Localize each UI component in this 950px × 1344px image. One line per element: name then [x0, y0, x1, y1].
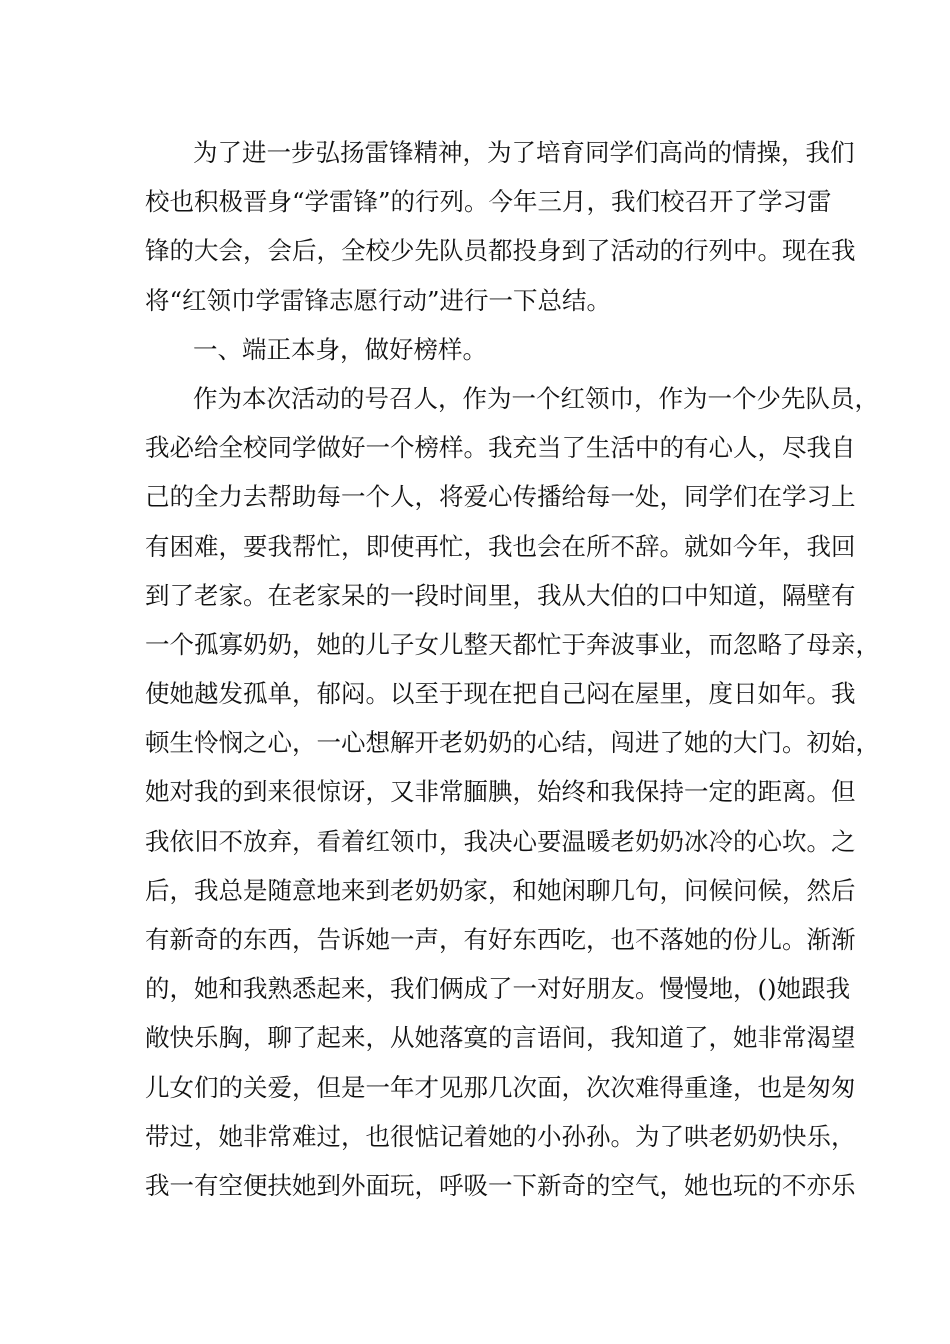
paragraph-line: 己的全力去帮助每一个人，将爱心传播给每一处，同学们在学习上 — [145, 482, 856, 512]
section-heading: 一、端正本身，做好榜样。 — [193, 334, 487, 364]
paragraph-line: 带过，她非常难过，也很惦记着她的小孙孙。为了哄老奶奶快乐， — [145, 1121, 856, 1151]
paragraph-line: 到了老家。在老家呆的一段时间里，我从大伯的口中知道，隔壁有 — [145, 580, 856, 610]
paragraph-line: 儿女们的关爱，但是一年才见那几次面，次次难得重逢，也是匆匆 — [145, 1072, 856, 1102]
paragraph-line: 有困难，要我帮忙，即使再忙，我也会在所不辞。就如今年，我回 — [145, 531, 856, 561]
paragraph-line: 锋的大会，会后，全校少先队员都投身到了活动的行列中。现在我 — [145, 236, 856, 266]
paragraph-line: 她对我的到来很惊讶，又非常腼腆，始终和我保持一定的距离。但 — [145, 777, 856, 807]
paragraph-line: 作为本次活动的号召人，作为一个红领巾，作为一个少先队员， — [193, 383, 879, 413]
paragraph-line: 敞快乐胸，聊了起来，从她落寞的言语间，我知道了，她非常渴望 — [145, 1023, 856, 1053]
paragraph-line: 的，她和我熟悉起来，我们俩成了一对好朋友。慢慢地，()她跟我 — [145, 974, 851, 1004]
paragraph-line: 使她越发孤单，郁闷。以至于现在把自己闷在屋里，度日如年。我 — [145, 679, 856, 709]
paragraph-line: 一个孤寡奶奶，她的儿子女儿整天都忙于奔波事业，而忽略了母亲， — [145, 629, 880, 659]
paragraph-line: 我依旧不放弃，看着红领巾，我决心要温暖老奶奶冰冷的心坎。之 — [145, 826, 856, 856]
paragraph-line: 顿生怜悯之心，一心想解开老奶奶的心结，闯进了她的大门。初始， — [145, 728, 880, 758]
paragraph-line: 为了进一步弘扬雷锋精神，为了培育同学们高尚的情操，我们 — [193, 138, 855, 167]
paragraph-line: 校也积极晋身“学雷锋”的行列。今年三月，我们校召开了学习雷 — [145, 187, 832, 217]
paragraph-line: 后，我总是随意地来到老奶奶家，和她闲聊几句，问候问候，然后 — [145, 875, 856, 905]
paragraph-line: 有新奇的东西，告诉她一声，有好东西吃，也不落她的份儿。渐渐 — [145, 925, 856, 954]
paragraph-line: 我必给全校同学做好一个榜样。我充当了生活中的有心人，尽我自 — [145, 433, 856, 463]
paragraph-line: 将“红领巾学雷锋志愿行动”进行一下总结。 — [145, 285, 612, 315]
document-body — [145, 128, 880, 1210]
paragraph-line: 我一有空便扶她到外面玩，呼吸一下新奇的空气，她也玩的不亦乐 — [145, 1170, 856, 1200]
